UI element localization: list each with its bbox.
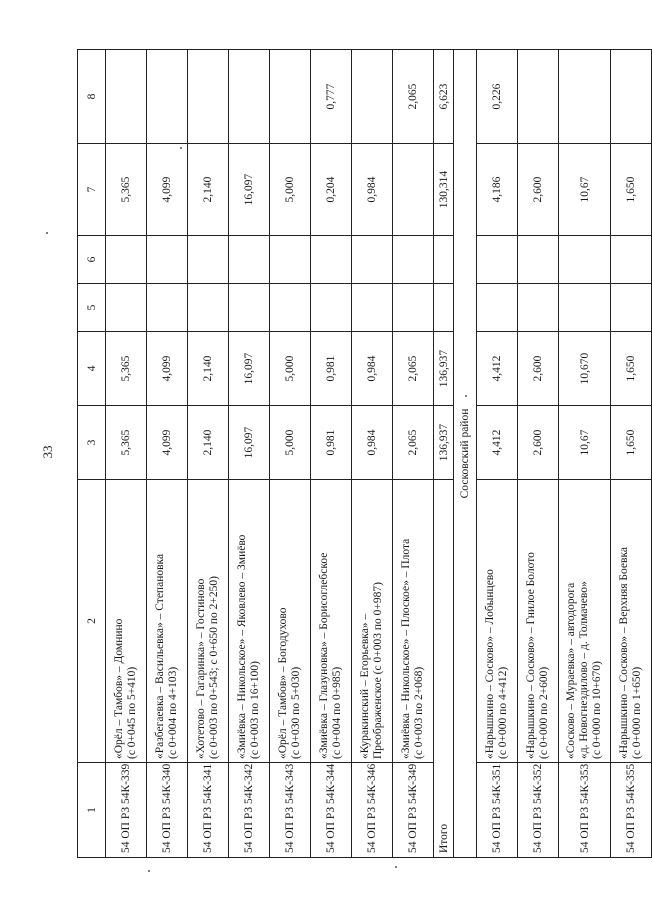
total-col7: 130,314 (434, 144, 454, 236)
table-row (611, 50, 652, 858)
col-header-6: 6 (78, 236, 106, 284)
total-col4: 136,937 (434, 332, 454, 406)
table-row (106, 50, 147, 858)
cell-col7: 0,204 (311, 144, 352, 236)
cell-col8 (270, 50, 311, 144)
cell-col7: 10,67 (559, 144, 611, 236)
col-header-7: 7 (78, 144, 106, 236)
cell-col5 (477, 284, 518, 332)
road-code: 54 ОП РЗ 54К-342 (229, 763, 270, 858)
road-code: 54 ОП РЗ 54К-339 (106, 763, 147, 858)
cell-col6 (106, 236, 147, 284)
total-row (434, 50, 454, 858)
road-name: «Орёл – Тамбов» – Богодухово (с 0+030 по 5+030) (270, 480, 311, 763)
cell-col3: 0,981 (311, 406, 352, 480)
road-code: 54 ОП РЗ 54К-340 (147, 763, 188, 858)
total-col5 (434, 284, 454, 332)
col-header-5: 5 (78, 284, 106, 332)
cell-col4: 5,000 (270, 332, 311, 406)
cell-col6 (559, 236, 611, 284)
col-header-3: 3 (78, 406, 106, 480)
cell-col4: 2,140 (188, 332, 229, 406)
cell-col5 (559, 284, 611, 332)
cell-col3: 10,67 (559, 406, 611, 480)
table-row (393, 50, 434, 858)
cell-col8 (147, 50, 188, 144)
road-code: 54 ОП РЗ 54К-353 (559, 763, 611, 858)
scan-speck (46, 232, 48, 234)
cell-col4: 10,670 (559, 332, 611, 406)
road-code: 54 ОП РЗ 54К-344 (311, 763, 352, 858)
cell-col8 (559, 50, 611, 144)
road-name: «Разбегаевка – Васильевка» – Степановка (с 0+004 по 4+103) (147, 480, 188, 763)
cell-col4: 1,650 (611, 332, 652, 406)
cell-col3: 2,140 (188, 406, 229, 480)
table-row (352, 50, 393, 858)
cell-col8 (106, 50, 147, 144)
cell-col5 (393, 284, 434, 332)
cell-col8 (352, 50, 393, 144)
cell-col6 (518, 236, 559, 284)
cell-col4: 5,365 (106, 332, 147, 406)
cell-col3: 0,984 (352, 406, 393, 480)
total-col8: 6,623 (434, 50, 454, 144)
cell-col5 (518, 284, 559, 332)
col-header-8: 8 (78, 50, 106, 144)
cell-col6 (229, 236, 270, 284)
table-row (518, 50, 559, 858)
total-col6 (434, 236, 454, 284)
cell-col4: 0,984 (352, 332, 393, 406)
cell-col4: 2,600 (518, 332, 559, 406)
cell-col7: 5,365 (106, 144, 147, 236)
table-row (559, 50, 611, 858)
table-row (311, 50, 352, 858)
section-row (454, 50, 477, 858)
cell-col7: 16,097 (229, 144, 270, 236)
rotated-table-container (77, 50, 643, 858)
header-row (78, 50, 106, 858)
cell-col7: 1,650 (611, 144, 652, 236)
col-header-2: 2 (78, 480, 106, 763)
cell-col3: 5,365 (106, 406, 147, 480)
section-title: Сосковский район (454, 50, 477, 858)
cell-col6 (270, 236, 311, 284)
cell-col5 (229, 284, 270, 332)
scan-speck (395, 866, 397, 868)
cell-col3: 2,065 (393, 406, 434, 480)
cell-col7: 2,600 (518, 144, 559, 236)
roads-table (77, 49, 652, 858)
cell-col7: 2,140 (188, 144, 229, 236)
cell-col6 (352, 236, 393, 284)
cell-col3: 16,097 (229, 406, 270, 480)
table-row (188, 50, 229, 858)
road-name: «Змиёвка – Никольское» – Плоское» – Плота (с 0+003 по 2+068) (393, 480, 434, 763)
cell-col5 (270, 284, 311, 332)
road-code: 54 ОП РЗ 54К-349 (393, 763, 434, 858)
road-code: 54 ОП РЗ 54К-355 (611, 763, 652, 858)
cell-col3: 4,412 (477, 406, 518, 480)
cell-col3: 2,600 (518, 406, 559, 480)
road-code: 54 ОП РЗ 54К-343 (270, 763, 311, 858)
cell-col4: 2,065 (393, 332, 434, 406)
cell-col5 (311, 284, 352, 332)
cell-col3: 4,099 (147, 406, 188, 480)
cell-col8: 0,226 (477, 50, 518, 144)
road-name: «Змиёвка – Никольское» – Яковлево – Змиёво (с 0+003 по 16+100) (229, 480, 270, 763)
table-row (229, 50, 270, 858)
cell-col3: 5,000 (270, 406, 311, 480)
road-name: «Куракинский – Егорьевка» – Преображенское (с 0+003 по 0+987) (352, 480, 393, 763)
cell-col7 (393, 144, 434, 236)
cell-col7: 4,099 (147, 144, 188, 236)
cell-col8: 2,065 (393, 50, 434, 144)
road-code: 54 ОП РЗ 54К-341 (188, 763, 229, 858)
cell-col6 (393, 236, 434, 284)
table-row (270, 50, 311, 858)
cell-col8 (518, 50, 559, 144)
cell-col4: 0,981 (311, 332, 352, 406)
cell-col7: 4,186 (477, 144, 518, 236)
cell-col8 (229, 50, 270, 144)
road-code: 54 ОП РЗ 54К-352 (518, 763, 559, 858)
road-name: «Змиёвка – Глазуновка» – Борисоглебское (с 0+004 по 0+985) (311, 480, 352, 763)
table-row (147, 50, 188, 858)
col-header-4: 4 (78, 332, 106, 406)
road-code: 54 ОП РЗ 54К-351 (477, 763, 518, 858)
cell-col7: 5,000 (270, 144, 311, 236)
cell-col4: 4,412 (477, 332, 518, 406)
cell-col5 (611, 284, 652, 332)
road-name: «Нарышкино – Сосково» – Лобынцево (с 0+000 по 4+412) (477, 480, 518, 763)
road-name: «Сосково – Мураевка» – автодорога «д. Новогнездилово – д. Толмачево» (с 0+000 по 10+670) (559, 480, 611, 763)
cell-col8 (188, 50, 229, 144)
cell-col6 (311, 236, 352, 284)
road-name: «Хотетово – Гагаринка» – Гостиново (с 0+003 по 0+543; с 0+650 по 2+250) (188, 480, 229, 763)
col-header-1: 1 (78, 763, 106, 858)
cell-col4: 16,097 (229, 332, 270, 406)
cell-col6 (147, 236, 188, 284)
table-row (477, 50, 518, 858)
cell-col6 (611, 236, 652, 284)
total-col3: 136,937 (434, 406, 454, 480)
cell-col6 (477, 236, 518, 284)
cell-col7: 0,984 (352, 144, 393, 236)
cell-col6 (188, 236, 229, 284)
cell-col5 (352, 284, 393, 332)
cell-col8 (611, 50, 652, 144)
cell-col4: 4,099 (147, 332, 188, 406)
road-name: «Нарышкино – Сосково» – Верхняя Боевка (с 0+000 по 1+650) (611, 480, 652, 763)
road-name: «Нарышкино – Сосково» – Гнилое Болото (с 0+000 по 2+600) (518, 480, 559, 763)
page-number: 33 (40, 445, 55, 459)
road-code: 54 ОП РЗ 54К-346 (352, 763, 393, 858)
cell-col8: 0,777 (311, 50, 352, 144)
cell-col3: 1,650 (611, 406, 652, 480)
scan-speck (148, 870, 150, 872)
cell-col5 (106, 284, 147, 332)
road-name: «Орёл – Тамбов» – Домнино (с 0+045 по 5+410) (106, 480, 147, 763)
cell-col5 (147, 284, 188, 332)
total-label: Итого (434, 480, 454, 858)
cell-col5 (188, 284, 229, 332)
